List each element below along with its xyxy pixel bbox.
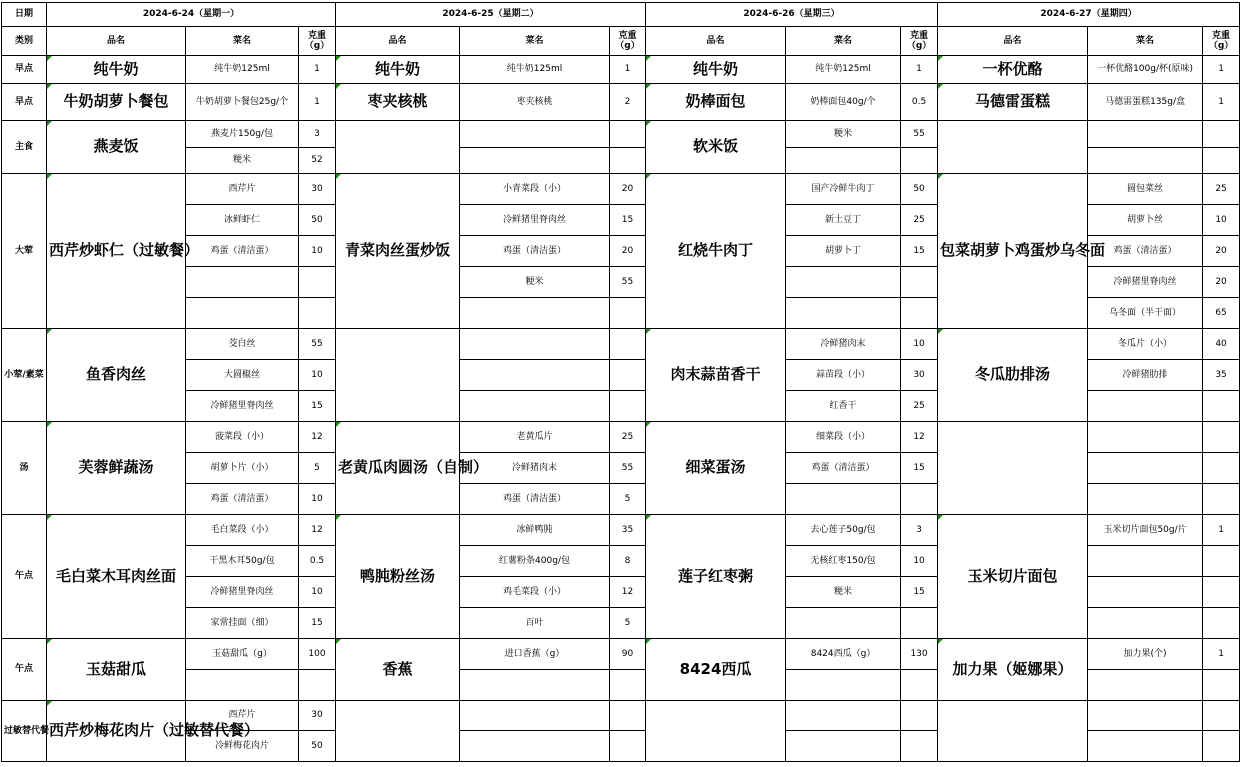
ingredient-name: 胡萝卜丝 — [1088, 205, 1203, 236]
ingredient-name: 燕麦片150g/包 — [186, 121, 299, 148]
ingredient-qty — [1203, 670, 1240, 701]
ingredient-name — [786, 701, 901, 731]
ingredient-name — [786, 298, 901, 329]
ingredient-qty: 3 — [901, 515, 938, 546]
dish-name: 纯牛奶 — [646, 56, 786, 84]
ingredient-qty — [901, 267, 938, 298]
ingredient-qty: 55 — [610, 267, 646, 298]
ingredient-name: 鸡毛菜段（小） — [460, 577, 610, 608]
dish-name: 细菜蛋汤 — [646, 422, 786, 515]
ingredient-qty: 15 — [901, 577, 938, 608]
ingredient-name: 乌冬面（半干面） — [1088, 298, 1203, 329]
ingredient-qty: 1 — [299, 56, 336, 84]
ingredient-name — [460, 701, 610, 731]
ingredient-name: 西芹片 — [186, 174, 299, 205]
category-cell: 早点 — [2, 84, 47, 121]
ingredient-qty — [901, 148, 938, 174]
ingredient-qty: 10 — [299, 236, 336, 267]
ingredient-qty — [901, 701, 938, 731]
category-cell: 早点 — [2, 56, 47, 84]
ingredient-name: 奶棒面包40g/个 — [786, 84, 901, 121]
category-cell: 主食 — [2, 121, 47, 174]
dish-name: 枣夹核桃 — [336, 84, 460, 121]
ingredient-name: 马德雷蛋糕135g/盒 — [1088, 84, 1203, 121]
ingredient-column-header: 菜名 — [1088, 27, 1203, 56]
ingredient-name: 一杯优酪100g/杯(原味) — [1088, 56, 1203, 84]
ingredient-name: 干黑木耳50g/包 — [186, 546, 299, 577]
ingredient-name: 红香干 — [786, 391, 901, 422]
ingredient-qty — [610, 701, 646, 731]
ingredient-name: 小青菜段（小） — [460, 174, 610, 205]
ingredient-qty: 35 — [1203, 360, 1240, 391]
ingredient-qty: 15 — [901, 236, 938, 267]
ingredient-name — [786, 148, 901, 174]
ingredient-qty: 10 — [299, 484, 336, 515]
dish-name: 燕麦饭 — [47, 121, 186, 174]
ingredient-name: 牛奶胡萝卜餐包25g/个 — [186, 84, 299, 121]
ingredient-name — [786, 267, 901, 298]
ingredient-qty — [610, 391, 646, 422]
dish-name — [336, 329, 460, 422]
ingredient-name: 茭白丝 — [186, 329, 299, 360]
qty-column-header: 克重（g） — [299, 27, 336, 56]
dish-name: 纯牛奶 — [336, 56, 460, 84]
qty-column-header: 克重（g） — [1203, 27, 1240, 56]
ingredient-qty: 10 — [901, 329, 938, 360]
dish-name — [938, 422, 1088, 515]
dish-name: 玉米切片面包 — [938, 515, 1088, 639]
ingredient-name: 冷鲜猪里脊肉丝 — [460, 205, 610, 236]
dish-name: 西芹炒虾仁（过敏餐） — [47, 174, 186, 329]
ingredient-qty: 10 — [901, 546, 938, 577]
ingredient-qty: 10 — [1203, 205, 1240, 236]
ingredient-qty: 8 — [610, 546, 646, 577]
ingredient-name: 鸡蛋（清洁蛋） — [786, 453, 901, 484]
ingredient-qty — [1203, 608, 1240, 639]
dish-name: 老黄瓜肉圆汤（自制） — [336, 422, 460, 515]
ingredient-name — [186, 298, 299, 329]
ingredient-name — [1088, 484, 1203, 515]
ingredient-qty: 12 — [901, 422, 938, 453]
ingredient-qty — [901, 670, 938, 701]
ingredient-name: 冷鲜猪肉末 — [460, 453, 610, 484]
dish-name: 纯牛奶 — [47, 56, 186, 84]
dish-name: 西芹炒梅花肉片（过敏替代餐） — [47, 701, 186, 762]
ingredient-name: 冰鲜鸭肫 — [460, 515, 610, 546]
ingredient-qty: 30 — [901, 360, 938, 391]
ingredient-qty — [1203, 731, 1240, 762]
ingredient-name: 粳米 — [786, 577, 901, 608]
qty-column-header: 克重（g） — [610, 27, 646, 56]
ingredient-name — [1088, 148, 1203, 174]
meal-row — [2, 329, 1240, 360]
ingredient-name — [1088, 422, 1203, 453]
ingredient-name — [1088, 701, 1203, 731]
ingredient-qty: 50 — [299, 205, 336, 236]
date-label: 日期 — [2, 3, 47, 27]
ingredient-name — [460, 731, 610, 762]
ingredient-qty: 1 — [1203, 515, 1240, 546]
weekly-menu-table — [1, 2, 1240, 762]
ingredient-qty: 25 — [901, 391, 938, 422]
ingredient-qty: 90 — [610, 639, 646, 670]
ingredient-name: 细菜段（小） — [786, 422, 901, 453]
ingredient-name: 毛白菜段（小） — [186, 515, 299, 546]
ingredient-qty — [610, 121, 646, 148]
ingredient-name: 冷鲜猪肉末 — [786, 329, 901, 360]
ingredient-qty: 20 — [610, 174, 646, 205]
ingredient-qty: 5 — [610, 484, 646, 515]
ingredient-qty: 65 — [1203, 298, 1240, 329]
ingredient-name — [186, 670, 299, 701]
meal-row — [2, 422, 1240, 453]
meal-row — [2, 84, 1240, 121]
header-column-row — [2, 27, 1240, 56]
category-cell: 小荤/素菜 — [2, 329, 47, 422]
dish-name — [646, 701, 786, 762]
ingredient-qty: 15 — [299, 608, 336, 639]
ingredient-name: 冷鲜猪里脊肉丝 — [186, 391, 299, 422]
header-date-row — [2, 3, 1240, 27]
ingredient-qty: 130 — [901, 639, 938, 670]
ingredient-name: 冷鲜梅花肉片 — [186, 731, 299, 762]
ingredient-qty: 0.5 — [299, 546, 336, 577]
ingredient-name — [460, 148, 610, 174]
dish-column-header: 品名 — [47, 27, 186, 56]
ingredient-qty — [1203, 453, 1240, 484]
ingredient-name — [786, 670, 901, 701]
ingredient-qty — [901, 731, 938, 762]
ingredient-qty: 25 — [610, 422, 646, 453]
dish-name: 毛白菜木耳肉丝面 — [47, 515, 186, 639]
ingredient-name: 红薯粉条400g/包 — [460, 546, 610, 577]
ingredient-name — [460, 121, 610, 148]
dish-name — [938, 121, 1088, 174]
ingredient-qty: 1 — [1203, 639, 1240, 670]
ingredient-name: 无核红枣150/包 — [786, 546, 901, 577]
ingredient-name: 冷鲜猪里脊肉丝 — [186, 577, 299, 608]
ingredient-name: 纯牛奶125ml — [186, 56, 299, 84]
ingredient-name: 粳米 — [786, 121, 901, 148]
ingredient-name: 冷鲜猪肋排 — [1088, 360, 1203, 391]
meal-row — [2, 515, 1240, 546]
ingredient-qty: 1 — [299, 84, 336, 121]
ingredient-qty — [299, 298, 336, 329]
ingredient-name: 老黄瓜片 — [460, 422, 610, 453]
ingredient-name — [1088, 670, 1203, 701]
dish-name: 红烧牛肉丁 — [646, 174, 786, 329]
ingredient-name — [786, 484, 901, 515]
ingredient-name — [786, 731, 901, 762]
ingredient-name: 纯牛奶125ml — [786, 56, 901, 84]
category-cell: 午点 — [2, 515, 47, 639]
meal-row — [2, 701, 1240, 731]
ingredient-name — [460, 391, 610, 422]
ingredient-name: 鸡蛋（清洁蛋） — [460, 236, 610, 267]
ingredient-name: 家常挂面（细） — [186, 608, 299, 639]
ingredient-qty — [610, 731, 646, 762]
ingredient-qty: 15 — [299, 391, 336, 422]
ingredient-qty: 25 — [1203, 174, 1240, 205]
ingredient-column-header: 菜名 — [786, 27, 901, 56]
ingredient-name: 枣夹核桃 — [460, 84, 610, 121]
ingredient-qty: 15 — [610, 205, 646, 236]
dish-column-header: 品名 — [646, 27, 786, 56]
dish-name: 马德雷蛋糕 — [938, 84, 1088, 121]
dish-name: 软米饭 — [646, 121, 786, 174]
dish-name: 香蕉 — [336, 639, 460, 701]
ingredient-qty: 12 — [299, 422, 336, 453]
ingredient-name: 鸡蛋（清洁蛋） — [186, 236, 299, 267]
ingredient-name — [460, 360, 610, 391]
ingredient-column-header: 菜名 — [460, 27, 610, 56]
ingredient-qty: 55 — [610, 453, 646, 484]
dish-name — [336, 121, 460, 174]
dish-name: 奶棒面包 — [646, 84, 786, 121]
ingredient-qty — [610, 360, 646, 391]
ingredient-name — [1088, 546, 1203, 577]
ingredient-qty: 1 — [1203, 56, 1240, 84]
ingredient-qty: 12 — [299, 515, 336, 546]
ingredient-name: 粳米 — [186, 148, 299, 174]
ingredient-qty — [901, 484, 938, 515]
category-cell: 过敏替代餐 — [2, 701, 47, 762]
dish-name: 莲子红枣粥 — [646, 515, 786, 639]
dish-name: 青菜肉丝蛋炒饭 — [336, 174, 460, 329]
dish-name: 包菜胡萝卜鸡蛋炒乌冬面 — [938, 174, 1088, 329]
ingredient-qty: 20 — [610, 236, 646, 267]
meal-row — [2, 56, 1240, 84]
ingredient-name — [786, 608, 901, 639]
meal-row — [2, 639, 1240, 670]
ingredient-name: 冰鲜虾仁 — [186, 205, 299, 236]
category-cell: 大荤 — [2, 174, 47, 329]
ingredient-name — [460, 298, 610, 329]
dish-name: 肉末蒜苗香干 — [646, 329, 786, 422]
day-header: 2024-6-26（星期三） — [646, 3, 938, 27]
dish-name: 8424西瓜 — [646, 639, 786, 701]
ingredient-name — [1088, 453, 1203, 484]
ingredient-qty — [1203, 391, 1240, 422]
ingredient-name: 鸡蛋（清洁蛋） — [460, 484, 610, 515]
ingredient-name: 鸡蛋（清洁蛋） — [1088, 236, 1203, 267]
ingredient-qty — [1203, 484, 1240, 515]
ingredient-qty — [1203, 577, 1240, 608]
ingredient-qty: 30 — [299, 174, 336, 205]
meal-row — [2, 174, 1240, 205]
ingredient-qty: 20 — [1203, 236, 1240, 267]
dish-column-header: 品名 — [938, 27, 1088, 56]
ingredient-qty: 50 — [901, 174, 938, 205]
dish-name — [336, 701, 460, 762]
ingredient-qty — [1203, 546, 1240, 577]
ingredient-name: 去心莲子50g/包 — [786, 515, 901, 546]
ingredient-name: 进口香蕉（g） — [460, 639, 610, 670]
ingredient-qty — [1203, 121, 1240, 148]
ingredient-qty: 1 — [901, 56, 938, 84]
ingredient-name: 西芹片 — [186, 701, 299, 731]
ingredient-qty — [610, 329, 646, 360]
dish-name: 鸭肫粉丝汤 — [336, 515, 460, 639]
ingredient-qty: 0.5 — [901, 84, 938, 121]
ingredient-qty — [901, 608, 938, 639]
ingredient-qty — [610, 670, 646, 701]
ingredient-qty: 52 — [299, 148, 336, 174]
ingredient-name: 鸡蛋（清洁蛋） — [186, 484, 299, 515]
day-header: 2024-6-27（星期四） — [938, 3, 1240, 27]
dish-name: 鱼香肉丝 — [47, 329, 186, 422]
ingredient-qty: 10 — [299, 360, 336, 391]
day-header: 2024-6-24（星期一） — [47, 3, 336, 27]
ingredient-qty: 35 — [610, 515, 646, 546]
ingredient-name: 胡萝卜丁 — [786, 236, 901, 267]
category-cell: 汤 — [2, 422, 47, 515]
ingredient-name: 加力果(个) — [1088, 639, 1203, 670]
ingredient-qty — [610, 298, 646, 329]
ingredient-name — [460, 329, 610, 360]
dish-name: 玉菇甜瓜 — [47, 639, 186, 701]
ingredient-qty: 12 — [610, 577, 646, 608]
ingredient-qty: 15 — [901, 453, 938, 484]
ingredient-qty — [299, 267, 336, 298]
meal-row — [2, 121, 1240, 148]
ingredient-qty: 50 — [299, 731, 336, 762]
ingredient-qty: 2 — [610, 84, 646, 121]
ingredient-name: 粳米 — [460, 267, 610, 298]
ingredient-name: 国产冷鲜牛肉丁 — [786, 174, 901, 205]
dish-name: 冬瓜肋排汤 — [938, 329, 1088, 422]
ingredient-name: 百叶 — [460, 608, 610, 639]
ingredient-name: 圆包菜丝 — [1088, 174, 1203, 205]
ingredient-qty: 5 — [610, 608, 646, 639]
ingredient-qty: 10 — [299, 577, 336, 608]
dish-name: 一杯优酪 — [938, 56, 1088, 84]
ingredient-name: 冬瓜片（小） — [1088, 329, 1203, 360]
ingredient-name: 大圆椒丝 — [186, 360, 299, 391]
ingredient-name — [460, 670, 610, 701]
ingredient-name — [1088, 391, 1203, 422]
ingredient-qty — [901, 298, 938, 329]
ingredient-qty: 100 — [299, 639, 336, 670]
ingredient-qty — [610, 148, 646, 174]
ingredient-qty: 1 — [610, 56, 646, 84]
ingredient-qty: 5 — [299, 453, 336, 484]
ingredient-column-header: 菜名 — [186, 27, 299, 56]
ingredient-name: 玉米切片面包50g/片 — [1088, 515, 1203, 546]
ingredient-qty: 25 — [901, 205, 938, 236]
ingredient-name: 菠菜段（小） — [186, 422, 299, 453]
ingredient-qty: 3 — [299, 121, 336, 148]
ingredient-qty: 55 — [299, 329, 336, 360]
ingredient-name: 蒜苗段（小） — [786, 360, 901, 391]
ingredient-name — [1088, 577, 1203, 608]
ingredient-name — [186, 267, 299, 298]
category-cell: 午点 — [2, 639, 47, 701]
ingredient-name — [1088, 731, 1203, 762]
ingredient-qty — [1203, 148, 1240, 174]
ingredient-name: 新土豆丁 — [786, 205, 901, 236]
dish-name: 芙蓉鲜蔬汤 — [47, 422, 186, 515]
ingredient-name: 8424西瓜（g） — [786, 639, 901, 670]
ingredient-qty: 1 — [1203, 84, 1240, 121]
category-label: 类别 — [2, 27, 47, 56]
ingredient-qty: 40 — [1203, 329, 1240, 360]
ingredient-name: 冷鲜猪里脊肉丝 — [1088, 267, 1203, 298]
ingredient-qty — [1203, 701, 1240, 731]
ingredient-qty — [299, 670, 336, 701]
dish-column-header: 品名 — [336, 27, 460, 56]
day-header: 2024-6-25（星期二） — [336, 3, 646, 27]
ingredient-qty — [1203, 422, 1240, 453]
ingredient-qty: 30 — [299, 701, 336, 731]
dish-name — [938, 701, 1088, 762]
ingredient-name — [1088, 121, 1203, 148]
ingredient-qty: 20 — [1203, 267, 1240, 298]
ingredient-name — [1088, 608, 1203, 639]
ingredient-qty: 55 — [901, 121, 938, 148]
ingredient-name: 玉菇甜瓜（g） — [186, 639, 299, 670]
ingredient-name: 胡萝卜片（小） — [186, 453, 299, 484]
dish-name: 牛奶胡萝卜餐包 — [47, 84, 186, 121]
dish-name: 加力果（姬娜果） — [938, 639, 1088, 701]
ingredient-name: 纯牛奶125ml — [460, 56, 610, 84]
qty-column-header: 克重（g） — [901, 27, 938, 56]
